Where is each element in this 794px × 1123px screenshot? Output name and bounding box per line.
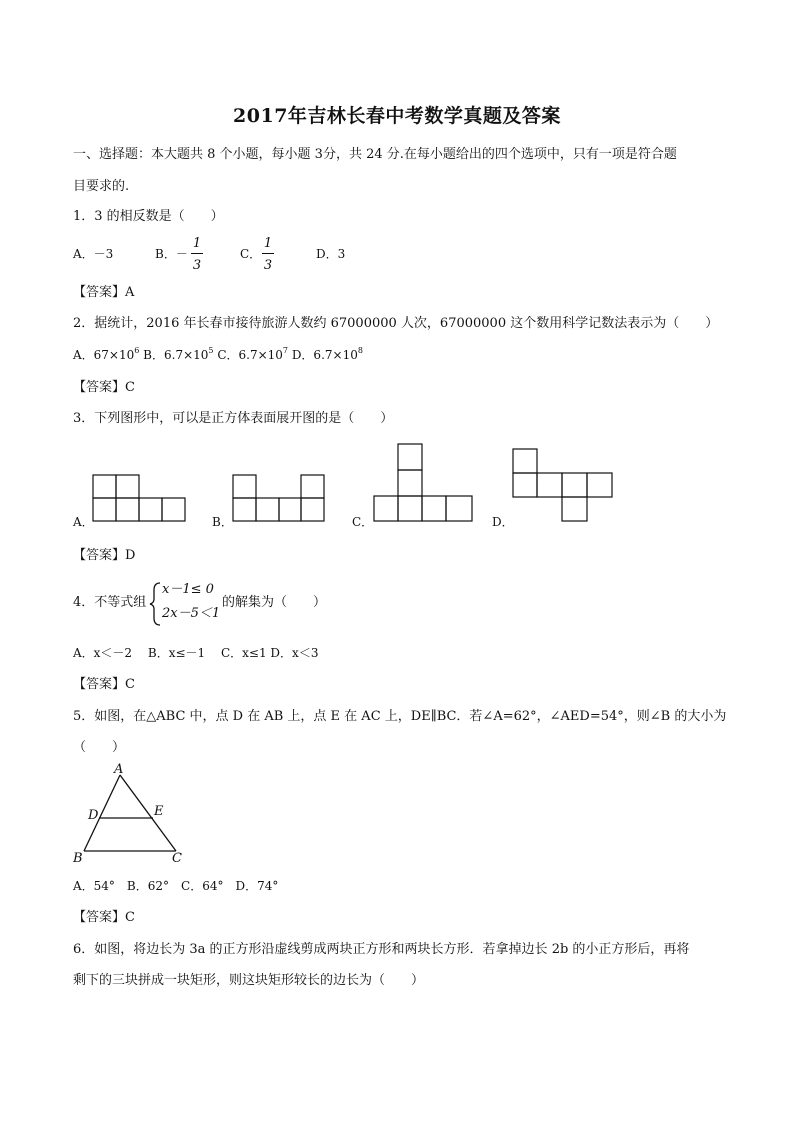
- q3-option-a: A．: [73, 515, 94, 529]
- q3-answer: 【答案】D: [73, 548, 136, 563]
- q2-exp-b: 5: [208, 346, 214, 355]
- q2-option-c: C．6.7×10: [213, 348, 283, 362]
- q4-options: A．x＜－2 B．x≤－1 C．x≤1 D．x＜3: [73, 646, 319, 660]
- label-d: D: [88, 808, 99, 823]
- q1-c-frac-den: 3: [263, 258, 273, 273]
- q4-answer: 【答案】C: [73, 677, 135, 692]
- q1-c-frac-num: 1: [263, 236, 273, 251]
- q4-inequality-2: 2x－5＜1: [162, 606, 221, 621]
- q5-stem: 5．如图，在△ABC 中，点 D 在 AB 上，点 E 在 AC 上，DE∥BC．若∠A=62°，∠AED=54°，则∠B 的大小为: [73, 709, 727, 724]
- q2-exp-a: 6: [134, 346, 140, 355]
- q3-stem: 3．下列图形中，可以是正方体表面展开图的是（ ）: [73, 411, 394, 426]
- q2-option-d: D．6.7×10: [288, 348, 358, 362]
- q1-stem: 1．3 的相反数是（ ）: [73, 209, 224, 224]
- q2-answer: 【答案】C: [73, 380, 135, 395]
- q1-option-b-prefix: B．－: [155, 247, 188, 261]
- q5-stem-line2: （ ）: [73, 740, 126, 755]
- label-c: C: [172, 851, 182, 866]
- label-e: E: [154, 804, 164, 819]
- q3-option-d: D．: [492, 515, 514, 529]
- q2-stem: 2．据统计，2016 年长春市接待旅游人数约 67000000 人次，67000000 这个数用科学记数法表示为（ ）: [73, 316, 719, 331]
- q1-b-frac-den: 3: [192, 258, 202, 273]
- q2-exp-c: 7: [282, 346, 288, 355]
- q2-option-b: B．6.7×10: [139, 348, 209, 362]
- q4-stem-prefix: 4．不等式组: [73, 595, 147, 610]
- q4-stem-suffix: 的解集为（ ）: [222, 595, 327, 610]
- q3-option-c: C．: [352, 515, 374, 529]
- q3-option-b: B．: [212, 515, 233, 529]
- section-heading-line1: 一、选择题：本大题共 8 个小题，每小题 3分，共 24 分.在每小题给出的四个选项中，只有一项是符合题: [73, 147, 677, 162]
- label-b: B: [73, 851, 83, 866]
- q2-option-a: A．67×10: [73, 348, 135, 362]
- q1-b-frac-num: 1: [192, 236, 202, 251]
- q1-option-d: D．3: [316, 247, 346, 261]
- page-title: 2017年吉林长春中考数学真题及答案: [233, 105, 561, 127]
- q2-exp-d: 8: [357, 346, 363, 355]
- q1-answer: 【答案】A: [73, 285, 135, 300]
- q6-line1: 6．如图，将边长为 3a 的正方形沿虚线剪成两块正方形和两块长方形．若拿掉边长 2b 的小正方形后，再将: [73, 942, 690, 957]
- section-heading-line2: 目要求的.: [73, 179, 130, 194]
- q5-options: A．54° B．62° C．64° D．74°: [73, 879, 279, 893]
- q1-option-c-prefix: C．: [240, 247, 262, 261]
- q5-answer: 【答案】C: [73, 910, 135, 925]
- triangle-side-ac: [120, 775, 176, 851]
- q6-line2: 剩下的三块拼成一块矩形，则这块矩形较长的边长为（ ）: [73, 973, 425, 988]
- q1-option-a: A．－3: [73, 247, 114, 261]
- q4-inequality-1: x－1≤ 0: [162, 582, 214, 597]
- label-a: A: [114, 762, 124, 777]
